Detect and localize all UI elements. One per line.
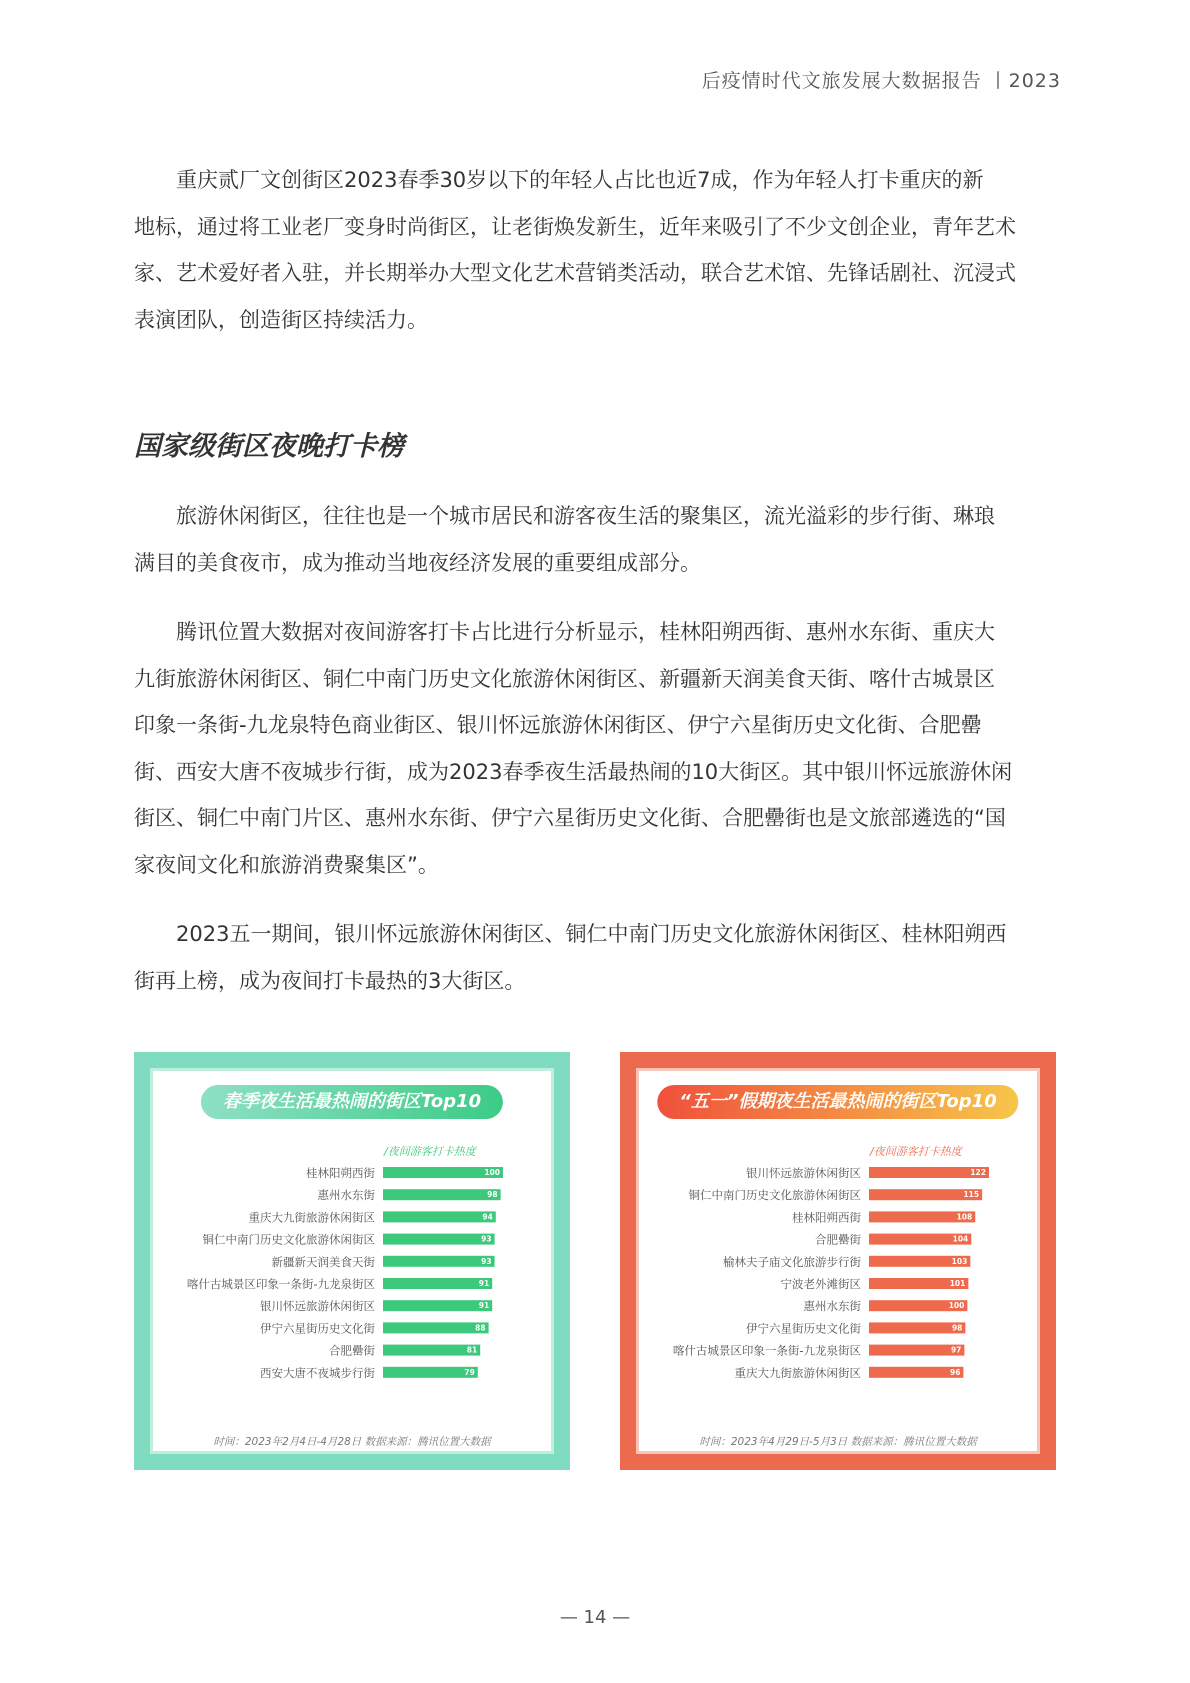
- paragraph-mayday-ranking: [134, 911, 1055, 1004]
- bar-category-label: 桂林阳朔西街: [306, 1166, 375, 1180]
- bar-value-label: 100: [484, 1168, 500, 1177]
- text-line: 家夜间文化和旅游消费聚集区”。: [134, 852, 439, 877]
- bar-value-label: 94: [482, 1212, 493, 1222]
- bar-category-label: 桂林阳朔西街: [792, 1210, 861, 1225]
- bar: [383, 1300, 492, 1311]
- text-line: 2023五一期间，银川怀远旅游休闲街区、铜仁中南门历史文化旅游休闲街区、桂林阳朔西: [176, 922, 1007, 946]
- spring-chart-subtitle: /夜间游客打卡热度: [384, 1145, 476, 1158]
- bar-category-label: 合肥罍街: [329, 1343, 375, 1358]
- bar: [383, 1211, 496, 1222]
- text-line: 腾讯位置大数据对夜间游客打卡占比进行分析显示，桂林阳朔西街、惠州水东街、重庆大: [176, 620, 995, 644]
- bar: [383, 1345, 480, 1356]
- bar-category-label: 合肥罍街: [815, 1232, 861, 1247]
- bar-category-label: 伊宁六星街历史文化街: [260, 1321, 375, 1336]
- bar-value-label: 88: [475, 1323, 486, 1333]
- bar-value-label: 100: [948, 1301, 965, 1311]
- bar-value-label: 98: [487, 1190, 498, 1200]
- section-title: 国家级街区夜晚打卡榜: [134, 431, 404, 462]
- mayday-chart-panel: [636, 1068, 1040, 1454]
- bar-category-label: 重庆大九街旅游休闲街区: [734, 1365, 861, 1380]
- bar-category-label: 榆林夫子庙文化旅游步行街: [723, 1254, 861, 1269]
- bar-category-label: 新疆新天润美食天街: [271, 1254, 375, 1269]
- text-line: 表演团队，创造街区持续活力。: [134, 307, 428, 332]
- bar-value-label: 98: [951, 1323, 963, 1333]
- bar-value-label: 96: [949, 1367, 961, 1377]
- text-line: 满目的美食夜市，成为推动当地夜经济发展的重要组成部分。: [134, 550, 701, 575]
- bar-category-label: 重庆大九街旅游休闲街区: [248, 1210, 375, 1225]
- mayday-bar-chart: [639, 1071, 1037, 1451]
- bar-category-label: 喀什古城景区印象一条街-九龙泉街区: [672, 1343, 861, 1358]
- bar-value-label: 103: [951, 1256, 968, 1266]
- bar: [869, 1322, 965, 1333]
- bar-value-label: 81: [466, 1345, 478, 1355]
- spring-chart-title: 春季夜生活最热闹的街区Top10: [201, 1085, 503, 1119]
- mayday-chart-title: “五一”假期夜生活最热闹的街区Top10: [657, 1085, 1018, 1119]
- text-line: 街区、铜仁中南门片区、惠州水东街、伊宁六星街历史文化街、合肥罍街也是文旅部遴选的“国: [134, 806, 1006, 830]
- bar: [383, 1278, 492, 1289]
- report-header-title: 后疫情时代文旅发展大数据报告 丨2023: [701, 70, 1061, 92]
- bar-category-label: 惠州水东街: [317, 1188, 375, 1203]
- text-line: 街再上榜，成为夜间打卡最热的3大街区。: [134, 968, 526, 993]
- text-line: 印象一条街-九龙泉特色商业街区、银川怀远旅游休闲街区、伊宁六星街历史文化街、合肥罍: [134, 713, 982, 737]
- bar-category-label: 伊宁六星街历史文化街: [746, 1321, 861, 1336]
- bar-value-label: 79: [464, 1367, 475, 1377]
- spring-chart-card: [134, 1052, 570, 1470]
- bar-value-label: 122: [970, 1168, 986, 1177]
- bar-value-label: 91: [478, 1301, 490, 1311]
- mayday-chart-subtitle: /夜间游客打卡热度: [870, 1145, 962, 1158]
- bar-category-label: 银川怀远旅游休闲街区: [260, 1299, 375, 1314]
- mayday-chart-card: [620, 1052, 1056, 1470]
- bar-category-label: 喀什古城景区印象一条街-九龙泉街区: [186, 1277, 375, 1291]
- bar-value-label: 101: [949, 1279, 966, 1288]
- bar-value-label: 104: [952, 1234, 969, 1244]
- text-line: 地标，通过将工业老厂变身时尚街区，让老街焕发新生，近年来吸引了不少文创企业，青年艺术: [134, 214, 1016, 239]
- bar-value-label: 91: [478, 1279, 490, 1288]
- spring-chart-footer: 时间：2023年2月4日-4月28日 数据来源：腾讯位置大数据: [213, 1436, 491, 1448]
- text-line: 街、西安大唐不夜城步行街，成为2023春季夜生活最热闹的10大街区。其中银川怀远旅游休闲: [134, 759, 1013, 784]
- bar-value-label: 93: [481, 1234, 492, 1244]
- bar: [383, 1234, 495, 1245]
- bar-value-label: 108: [956, 1212, 973, 1222]
- text-line: 九街旅游休闲街区、铜仁中南门历史文化旅游休闲街区、新疆新天润美食天街、喀什古城景区: [134, 666, 995, 691]
- bar: [383, 1189, 501, 1200]
- paragraph-erchang: [134, 157, 1055, 343]
- bar: [383, 1256, 495, 1267]
- bar: [383, 1322, 489, 1333]
- bar-category-label: 铜仁中南门历史文化旅游休闲街区: [688, 1188, 861, 1203]
- bar-category-label: 惠州水东街: [803, 1299, 861, 1314]
- spring-bar-chart: [153, 1071, 551, 1451]
- bar-value-label: 115: [963, 1190, 980, 1200]
- spring-chart-panel: [150, 1068, 554, 1454]
- mayday-chart-footer: 时间：2023年4月29日-5月3日 数据来源：腾讯位置大数据: [699, 1436, 977, 1448]
- paragraph-spring-ranking: [134, 609, 1055, 888]
- bar-value-label: 97: [950, 1345, 962, 1355]
- bar-category-label: 宁波老外滩街区: [780, 1277, 861, 1291]
- bar-value-label: 93: [481, 1256, 492, 1266]
- paragraph-leisure-blocks: [134, 493, 1055, 586]
- text-line: 家、艺术爱好者入驻，并长期举办大型文化艺术营销类活动，联合艺术馆、先锋话剧社、沉浸式: [134, 261, 1016, 285]
- bar-category-label: 铜仁中南门历史文化旅游休闲街区: [202, 1232, 375, 1247]
- text-line: 旅游休闲街区，往往也是一个城市居民和游客夜生活的聚集区，流光溢彩的步行街、琳琅: [176, 504, 995, 528]
- bar-category-label: 西安大唐不夜城步行街: [260, 1365, 375, 1380]
- text-line: 重庆贰厂文创街区2023春季30岁以下的年轻人占比也近7成，作为年轻人打卡重庆的新: [176, 168, 984, 192]
- bar-category-label: 银川怀远旅游休闲街区: [746, 1166, 861, 1180]
- page-number: — 14 —: [559, 1607, 631, 1628]
